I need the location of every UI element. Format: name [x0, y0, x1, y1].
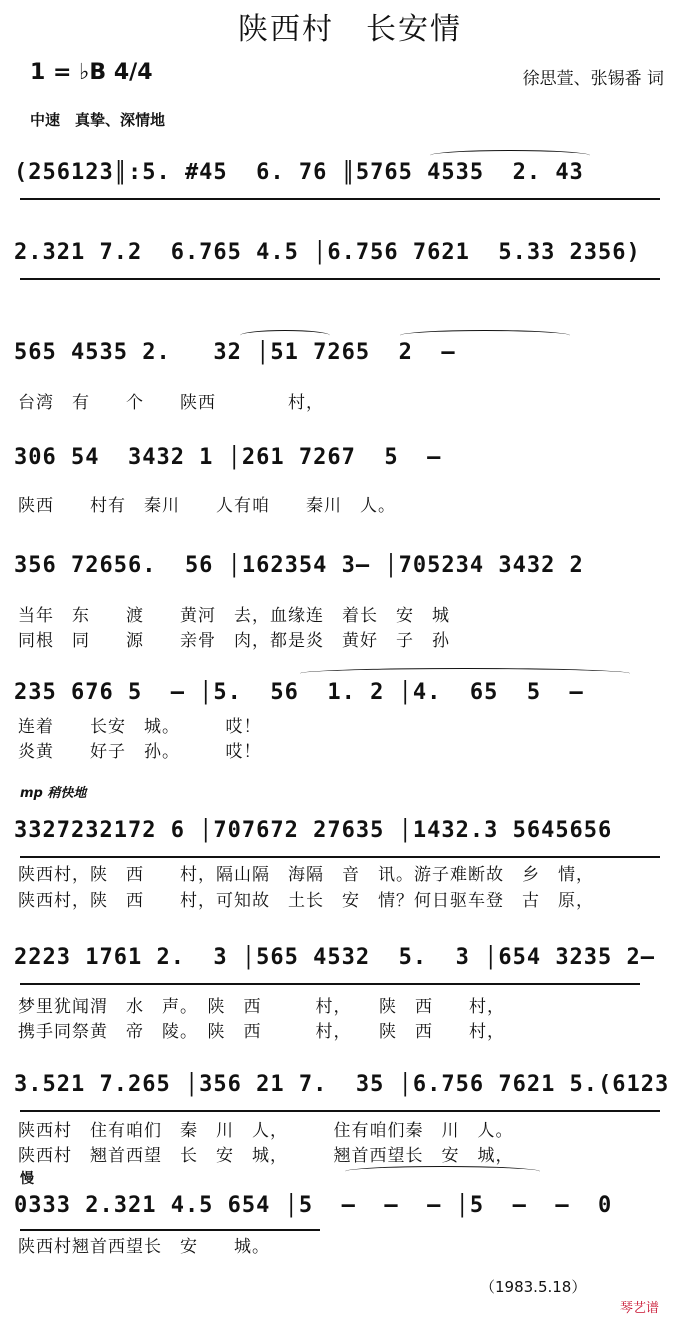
lyric-line-6b: 携手同祭黄 帝 陵。 陕 西 村， 陕 西 村，	[18, 1022, 505, 1042]
dynamics-marking: mp 稍快地	[20, 786, 87, 801]
lyric-line-7a: 陕西村 住有咱们 秦 川 人， 住有咱们秦 川 人。	[18, 1121, 514, 1141]
slow-marking: 慢	[20, 1171, 34, 1187]
lyricist-credit: 徐思萱、张锡番 词	[522, 69, 664, 89]
staff-line-4: 306 54 3432 1 │261 7267 5 —	[14, 445, 442, 470]
staff-line-10: 0333 2.321 4.5 654 │5 — — — │5 — — 0	[14, 1193, 613, 1218]
staff-line-9: 3.521 7.265 │356 21 7. 35 │6.756 7621 5.(6123	[14, 1072, 670, 1097]
song-title: 陕西村 长安情	[238, 12, 462, 47]
tempo-marking: 中速 真挚、深情地	[30, 111, 166, 129]
lyric-line-2: 陕西 村有 秦川 人有咱 秦川 人。	[18, 496, 396, 516]
slur-mark	[240, 330, 330, 341]
lyric-line-6a: 梦里犹闻渭 水 声。 陕 西 村， 陕 西 村，	[18, 997, 505, 1017]
staff-line-2: 2.321 7.2 6.765 4.5 │6.756 7621 5.33 2356)	[14, 240, 641, 265]
lyric-line-4a: 连着 长安 城。 哎！	[18, 717, 262, 737]
beam-line	[20, 983, 640, 985]
beam-line	[20, 856, 660, 858]
staff-line-7: 3327232172 6 │707672 27635 │1432.3 5645656	[14, 818, 613, 843]
slur-mark	[430, 150, 590, 161]
composition-date: （1983.5.18）	[480, 1278, 587, 1296]
lyric-line-5b: 陕西村，陕 西 村，可知故 土长 安 情？何日驱车登 古 原，	[18, 891, 594, 911]
slur-mark	[300, 668, 630, 679]
lyric-line-8: 陕西村翘首西望长 安 城。	[18, 1237, 270, 1257]
staff-line-1: (256123║:5. #45 6. 76 ║5765 4535 2. 43	[14, 160, 584, 185]
beam-line	[20, 278, 660, 280]
staff-line-6: 235 676 5 — │5. 56 1. 2 │4. 65 5 —	[14, 680, 584, 705]
staff-line-3: 565 4535 2. 32 │51 7265 2 —	[14, 340, 456, 365]
staff-line-8: 2223 1761 2. 3 │565 4532 5. 3 │654 3235 2—	[14, 945, 656, 970]
watermark-logo: 琴艺谱	[620, 1301, 660, 1316]
slur-mark	[400, 330, 570, 341]
staff-line-5: 356 72656. 56 │162354 3— │705234 3432 2	[14, 553, 584, 578]
lyric-line-3a: 当年 东 渡 黄河 去，血缘连 着长 安 城	[18, 606, 450, 626]
lyric-line-4b: 炎黄 好子 孙。 哎！	[18, 742, 262, 762]
lyric-line-5a: 陕西村，陕 西 村，隔山隔 海隔 音 讯。游子难断故 乡 情，	[18, 865, 594, 885]
lyric-line-1: 台湾 有 个 陕西 村，	[18, 393, 324, 413]
slur-mark	[345, 1166, 540, 1177]
lyric-line-3b: 同根 同 源 亲骨 肉，都是炎 黄好 子 孙	[18, 631, 450, 651]
beam-line	[20, 198, 660, 200]
key-signature: 1 = ♭B 4/4	[30, 60, 153, 85]
beam-line	[20, 1229, 320, 1231]
lyric-line-7b: 陕西村 翘首西望 长 安 城， 翘首西望长 安 城，	[18, 1146, 514, 1166]
beam-line	[20, 1110, 660, 1112]
